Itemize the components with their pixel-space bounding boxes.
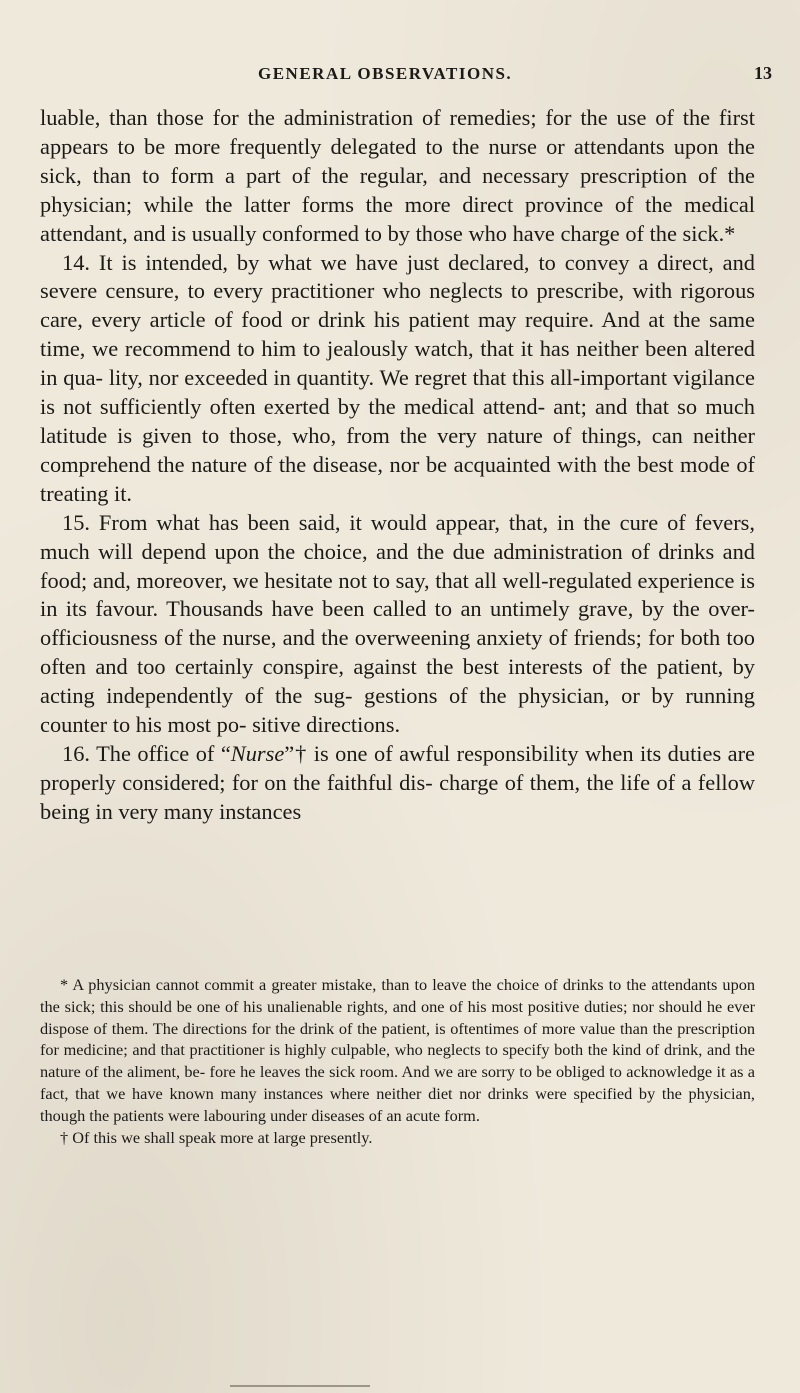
footnote-star-mark: *: [60, 975, 73, 994]
footnote-dagger: [40, 1127, 755, 1149]
footnote-dagger-text: Of this we shall speak more at large presently.: [72, 1127, 373, 1147]
page-number: 13: [754, 63, 772, 83]
running-head: GENERAL OBSERVATIONS.: [258, 64, 513, 83]
footnote-star-text: A physician cannot commit a greater mistake, than to leave the choice of drinks to the attendants upon the sick; this should be one of his unalienable rights, and one of his most positive duties; nor should he ever dispose of them. The directions for the drink of the patient, is oftentimes of more value than the prescription for medicine; and that practitioner is highly culpable, who neglects to specify both the kind of drink, and the nature of the aliment, be- fore he leaves the sick room. And we are sorry to be obliged to acknowledge it as a fact, that we have known many instances where neither diet nor drinks were specified by the physician, though the patients were labouring under diseases of an acute form.: [40, 975, 755, 1125]
paragraph-16-rest: ”† is one of awful responsibility when its duties are properly considered; for on the faithful dis- charge of them, the life of a fellow being in very many instances: [40, 740, 755, 824]
paragraph-16: [40, 740, 755, 827]
body-text: [40, 104, 755, 827]
footnotes: [40, 974, 755, 1148]
paragraph-continued: luable, than those for the administration of remedies; for the use of the first appears to be more frequently delegated to the nurse or attendants upon the sick, than to form a part of the regular, and necessary prescription of the physician; while the latter forms the more direct province of the medical attendant, and is usually conformed to by those who have charge of the sick.*: [40, 105, 755, 246]
paragraph-14: 14. It is intended, by what we have just declared, to convey a direct, and severe censure, to every practitioner who neglects to prescribe, with rigorous care, every article of food or drink his patient may require. And at the same time, we recommend to him to jealously watch, that it has neither been altered in qua- lity, nor exceeded in quantity. We regret that this all-important vigilance is not sufficiently often exerted by the medical attend- ant; and that so much latitude is given to those, who, from the very nature of things, can neither comprehend the nature of the disease, nor be acquainted with the best mode of treating it.: [40, 249, 755, 506]
bottom-rule: [230, 1385, 370, 1387]
paragraph-15: 15. From what has been said, it would appear, that, in the cure of fevers, much will depend upon the choice, and the due administration of drinks and food; and, moreover, we hesitate not to say, that all well-regulated experience is in its favour. Thousands have been called to an untimely grave, by the over- officiousness of the nurse, and the overweening anxiety of friends; for both too often and too certainly conspire, against the best interests of the patient, by acting independently of the sug- gestions of the physician, or by running counter to his most po- sitive directions.: [40, 509, 755, 738]
footnote-dagger-mark: †: [60, 1127, 73, 1147]
paragraph-16-lead: 16. The office of “: [62, 740, 231, 766]
footnote-star: [40, 974, 755, 1127]
paragraph-16-italic-term: Nurse: [230, 740, 285, 766]
